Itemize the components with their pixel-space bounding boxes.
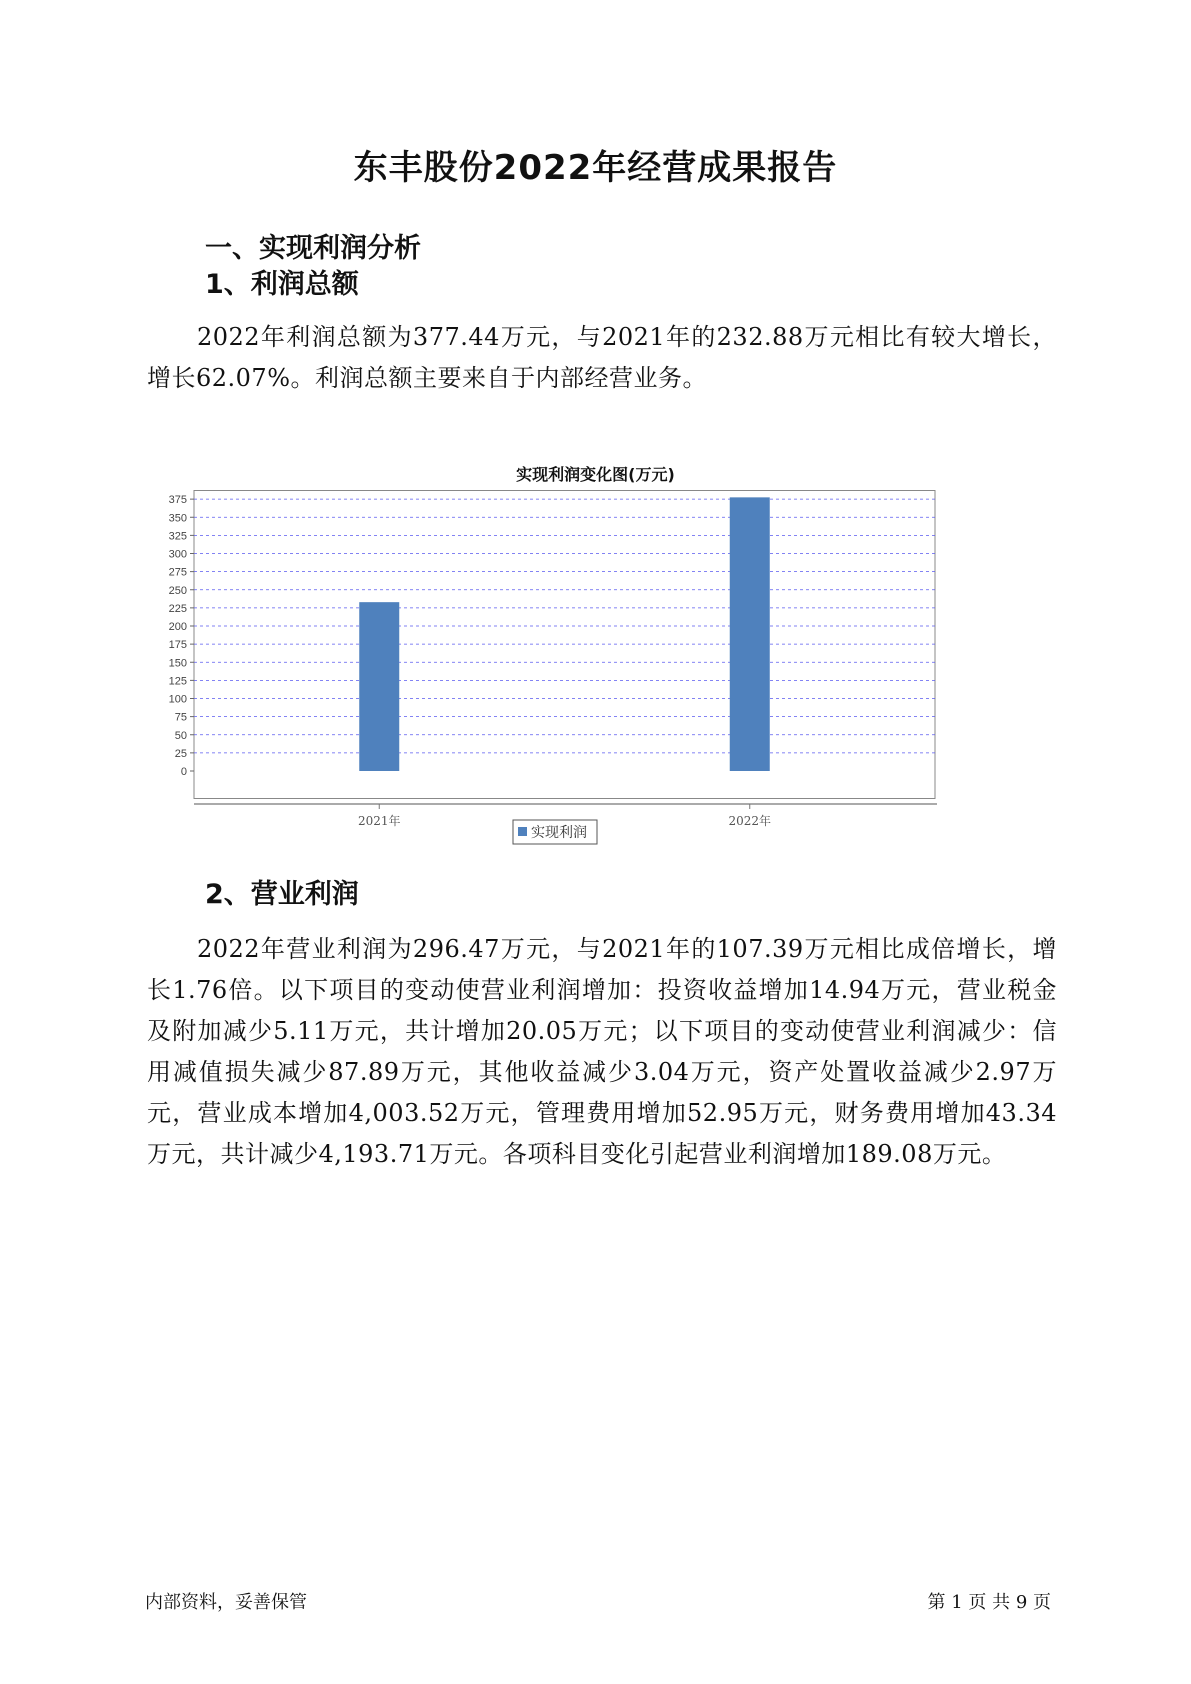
legend-label: 实现利润 bbox=[531, 825, 587, 841]
section-heading-profit-analysis: 一、实现利润分析 bbox=[205, 233, 421, 264]
y-tick-label: 350 bbox=[168, 512, 187, 525]
subheading-operating-profit: 2、营业利润 bbox=[205, 879, 359, 910]
document-title: 东丰股份2022年经营成果报告 bbox=[353, 148, 838, 188]
y-tick-label: 125 bbox=[168, 675, 187, 688]
plot-frame bbox=[194, 491, 935, 799]
paragraph-operating-profit: 2022年营业利润为296.47万元，与2021年的107.39万元相比成倍增长，增长1.76倍。以下项目的变动使营业利润增加：投资收益增加14.94万元，营业税金及附加减少5.11万元，共计增加20.05万元；以下项目的变动使营业利润减少：信用减值损失减少87.89万元，其他收益减少3.04万元，资产处置收益减少2.97万元，营业成本增加4,003.52万元，管理费用增加52.95万元，财务费用增加43.34万元，共计减少4,193.71万元。各项科目变化引起营业利润增加189.08万元。 bbox=[147, 935, 1057, 1168]
bar-2022年 bbox=[730, 497, 770, 771]
y-tick-label: 0 bbox=[180, 766, 187, 778]
y-tick-label: 50 bbox=[174, 729, 187, 742]
subheading-total-profit: 1、利润总额 bbox=[205, 269, 359, 300]
y-tick-label: 375 bbox=[168, 494, 187, 507]
footer-confidential-note: 内部资料，妥善保管 bbox=[145, 1592, 307, 1613]
chart-title: 实现利润变化图(万元) bbox=[516, 465, 675, 484]
y-tick-label: 200 bbox=[168, 621, 187, 633]
legend-swatch bbox=[518, 827, 527, 836]
y-tick-label: 225 bbox=[168, 602, 187, 615]
y-tick-label: 150 bbox=[168, 657, 187, 670]
x-tick-label: 2021年 bbox=[357, 814, 401, 828]
paragraph-total-profit: 2022年利润总额为377.44万元，与2021年的232.88万元相比有较大增长，增长62.07%。利润总额主要来自于内部经营业务。 bbox=[147, 323, 1057, 392]
y-tick-label: 300 bbox=[168, 548, 187, 561]
y-tick-label: 75 bbox=[174, 711, 187, 724]
y-tick-label: 175 bbox=[168, 639, 187, 652]
y-tick-label: 25 bbox=[174, 747, 187, 760]
x-tick-label: 2022年 bbox=[728, 814, 772, 828]
y-tick-label: 250 bbox=[168, 584, 187, 597]
profit-bar-chart bbox=[150, 490, 950, 850]
bar-2021年 bbox=[359, 602, 399, 771]
y-tick-label: 100 bbox=[168, 693, 187, 706]
y-tick-label: 275 bbox=[168, 566, 187, 579]
y-tick-label: 325 bbox=[168, 530, 187, 543]
footer-page-number: 第 1 页 共 9 页 bbox=[927, 1592, 1051, 1613]
